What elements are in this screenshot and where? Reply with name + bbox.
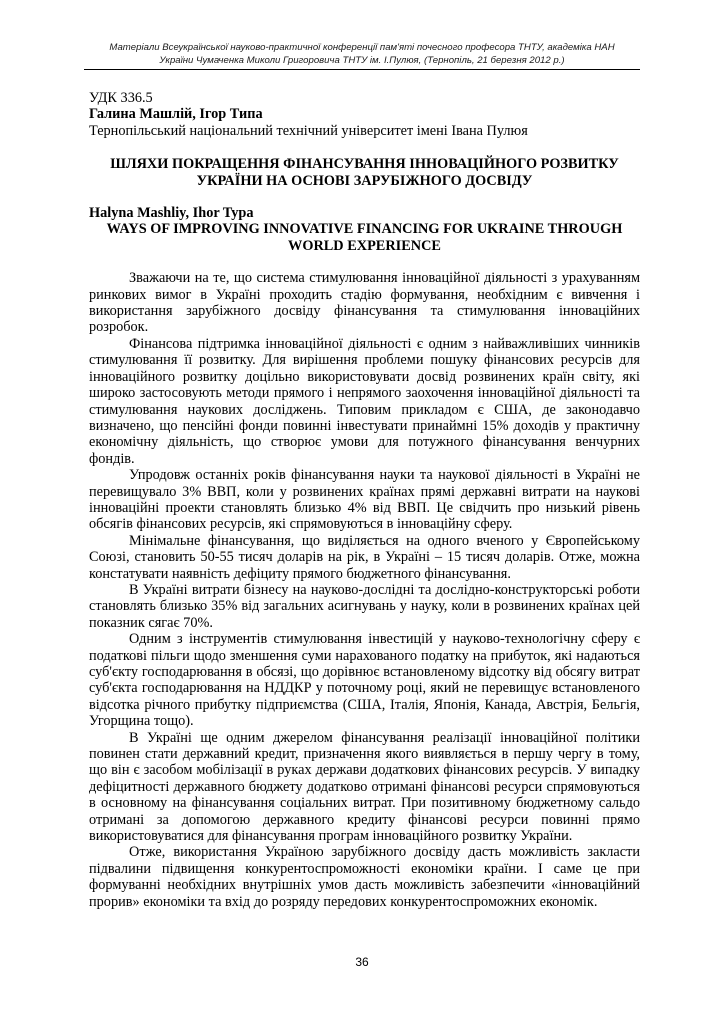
title-en: WAYS OF IMPROVING INNOVATIVE FINANCING FOR UKRAINE THROUGH WORLD EXPERIENCE: [106, 221, 623, 254]
affiliation: Тернопільський національний технічний університет імені Івана Пулюя: [89, 122, 528, 139]
running-header-line-1: Матеріали Всеукраїнської науково-практичної конференції пам'яті почесного професора ТНТУ, академіка НАН: [109, 42, 615, 53]
paragraph: Мінімальне фінансування, що виділяється на одного вченого у Європейському Союзі, становить 50-55 тисяч доларів на рік, в Україні – 15 тисяч доларів. Отже, можна констатувати наявність дефіциту прямого бюджетного фінансування.: [89, 532, 640, 582]
paragraph: Фінансова підтримка інноваційної діяльності є одним з найважливіших чинників стимулювання її розвитку. Для вирішення проблеми пошуку фінансових ресурсів для інноваційного розвитку доцільно використовувати досвід розвинених країн світу, які широко застосовують методи прямого і непрямого заохочення інноваційної діяльності та стимулювання наукових досліджень. Типовим прикладом є США, де законодавчо визначено, що пенсійні фонди повинні інвестувати принаймні 15% доходів у практичну економічну діяльність, що створює умови для потужного фінансування венчурних фондів.: [89, 335, 640, 467]
running-header: [84, 41, 640, 67]
page-number: 36: [355, 955, 369, 969]
udc-code: УДК 336.5: [89, 90, 153, 106]
paragraph: В Україні ще одним джерелом фінансування реалізації інноваційної політики повинен стати державний кредит, призначення якого виявляється в першу чергу в тому, що він є засобом мобілізації в руках держави додаткових фінансових ресурсів. У випадку дефіцитності державного бюджету додатково отримані фінансові ресурси спрямовуються в основному на фінансування соціальних витрат. При позитивному бюджетному сальдо отримані за допомогою державного кредиту фінансові ресурси повинні прямо використовуватися для фінансування програм інноваційного розвитку України.: [89, 729, 640, 845]
paragraph: Зважаючи на те, що система стимулювання інноваційної діяльності з урахуванням ринкових вимог в Україні проходить стадію формування, необхідним є вивчення і використання зарубіжного досвіду фінансування та стимулювання інноваційних розробок.: [89, 270, 640, 336]
header-rule: [84, 69, 640, 70]
authors-en: Halyna Mashliy, Ihor Typa: [89, 205, 254, 222]
title-ua: ШЛЯХИ ПОКРАЩЕННЯ ФІНАНСУВАННЯ ІННОВАЦІЙНОГО РОЗВИТКУ УКРАЇНИ НА ОСНОВІ ЗАРУБІЖНОГО ДОСВІДУ: [110, 156, 619, 189]
paragraphs: [89, 270, 640, 910]
paragraph: Одним з інструментів стимулювання інвестицій у науково-технологічну сферу є податкові пільги щодо зменшення суми нарахованого податку на прибуток, які надаються суб'єкту господарювання в обсязі, що дорівнює встановленому відсотку від обсягу витрат суб'єкта господарювання на НДДКР у поточному році, який не перевищує встановленого відсотка річного прибутку підприємства (США, Італія, Японія, Канада, Австрія, Бельгія, Угорщина тощо).: [89, 631, 640, 730]
paragraph: В Україні витрати бізнесу на науково-дослідні та дослідно-конструкторські роботи становлять близько 35% від загальних асигнувань у науку, коли в розвинених країнах цей показник сягає 70%.: [89, 581, 640, 631]
paragraph: Отже, використання Україною зарубіжного досвіду дасть можливість закласти підвалини підвищення конкурентоспроможності економіки країни. І саме це при формуванні необхідних внутрішніх умов дасть можливість забезпечити «інноваційний прорив» економіки та вхід до розряду передових конкурентоспроможних економік.: [89, 844, 640, 910]
paragraph: Упродовж останніх років фінансування науки та наукової діяльності в Україні не перевищувало 3% ВВП, коли у розвинених країнах прямі державні витрати на наукові інноваційні проекти становлять близько 4% від ВВП. Це свідчить про низький рівень обсягів фінансових ресурсів, які спрямовуються в інноваційну сферу.: [89, 467, 640, 533]
article-body: [89, 90, 640, 910]
running-header-line-2: України Чумаченка Миколи Григоровича ТНТУ ім. І.Пулюя, (Тернопіль, 21 березня 2012 р.): [159, 55, 565, 66]
authors-ua: Галина Машлій, Ігор Типа: [89, 106, 263, 123]
